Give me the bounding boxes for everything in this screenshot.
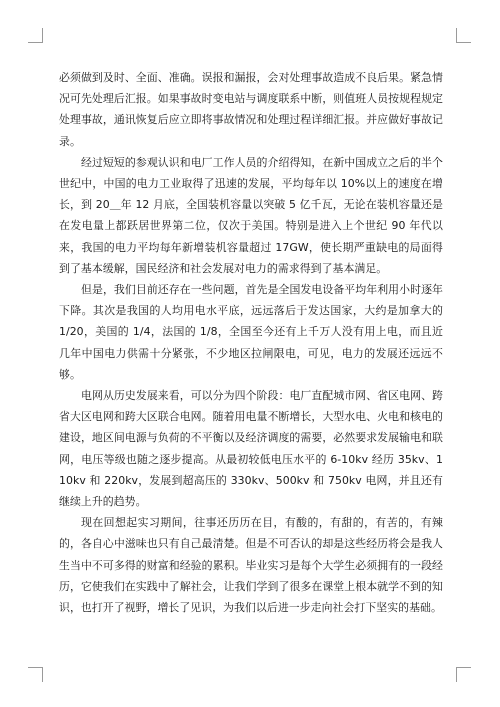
document-body: [59, 67, 443, 618]
margin-mark-top-left: [28, 28, 43, 43]
paragraph: 必须做到及时、全面、准确。误报和漏报，会对处理事故造成不良后果。紧急情况可先处理后汇报。如果事故时变电站与调度联系中断，则值班人员按规程规定处理事故，通讯恢复后应立即将事故情况和处理过程详细汇报。并应做好事故记录。: [59, 71, 443, 148]
margin-mark-top-right: [456, 28, 471, 43]
margin-mark-bottom-right: [456, 667, 471, 682]
paragraph: 经过短短的参观认识和电厂工作人员的介绍得知，在新中国成立之后的半个世纪中，中国的电力工业取得了迅速的发展，平均每年以 10%以上的速度在增长，到 20＿年 12 月底，全国装机容量以突破 5 亿千瓦，无论在装机容量还是在发电量上都跃居世界第二位，仅次于美国。特别是进入上个世纪 90 年代以来，我国的电力平均每年新增装机容量超过 17GW，使长期严重缺电的局面得到了基本缓解，国民经济和社会发展对电力的需求得到了基本满足。: [59, 155, 443, 275]
paragraph: 现在回想起实习期间，往事还历历在目，有酸的，有甜的，有苦的，有辣的，各自心中滋味也只有自己最清楚。但是不可否认的却是这些经历将会是我人生当中不可多得的财富和经验的累积。毕业实习是每个大学生必须拥有的一段经历，它使我们在实践中了解社会，让我们学到了很多在课堂上根本就学不到的知识，也打开了视野，增长了见识，为我们以后进一步走向社会打下坚实的基础。: [59, 516, 443, 615]
paragraph: 但是，我们目前还存在一些问题，首先是全国发电设备平均年利用小时逐年下降。其次是我国的人均用电水平底，远远落后于发达国家，大约是加拿大的 1/20，美国的 1/4，法国的 1/8，全国至今还有上千万人没有用上电，而且近几年中国电力供需十分紧张，不少地区拉闸限电，可见，电力的发展还远远不够。: [59, 283, 443, 381]
margin-mark-bottom-left: [28, 667, 43, 682]
paragraph: 电网从历史发展来看，可以分为四个阶段：电厂直配城市网、省区电网、跨省大区电网和跨大区联合电网。随着用电量不断增长，大型水电、火电和核电的建设，地区间电源与负荷的不平衡以及经济调度的需要，必然要求发展输电和联网，电压等级也随之逐步提高。从最初较低电压水平的 6-10kv 经历 35kv、110kv 和 220kv，发展到超高压的 330kv、500kv 和 750kv 电网，并且还有继续上升的趋势。: [59, 389, 443, 509]
